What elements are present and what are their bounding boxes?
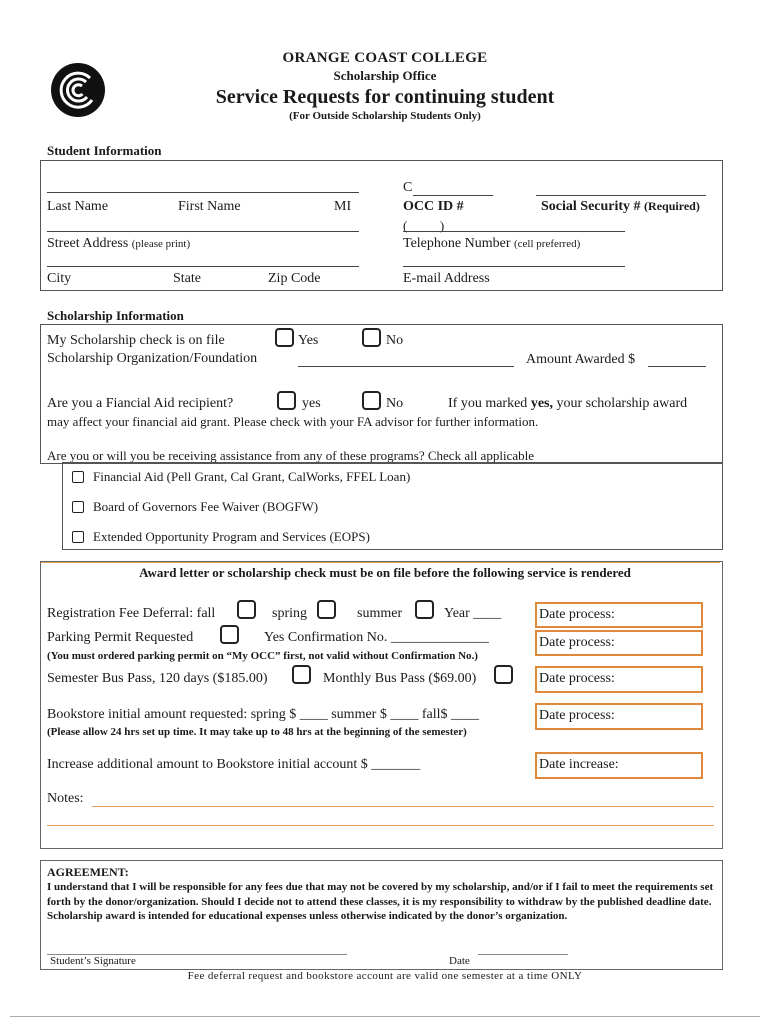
reg-fee-label: Registration Fee Deferral: fall (47, 606, 216, 621)
fa-yes-label: yes (302, 396, 321, 411)
reg-fee-spring-checkbox[interactable] (317, 600, 336, 619)
fa-question: Are you a Fiancial Aid recipient? (47, 396, 234, 411)
reg-fee-fall-checkbox[interactable] (237, 600, 256, 619)
services-top-accent (41, 562, 720, 563)
parking-checkbox[interactable] (220, 625, 239, 644)
ssn-label-text: Social Security # (541, 199, 641, 214)
date-label: Date (449, 955, 470, 967)
reg-fee-date-process[interactable]: Date process: (535, 602, 703, 628)
street-label-text: Street Address (47, 236, 129, 251)
programs-question: Are you or will you be receiving assistance from any of these programs? Check all applicable (47, 448, 534, 463)
fa-note-line2: may affect your financial aid grant. Please check with your FA advisor for further information. (47, 414, 539, 429)
page-title: Service Requests for continuing student (215, 86, 555, 108)
fa-no-checkbox[interactable] (362, 391, 381, 410)
program-bogfw-label: Board of Governors Fee Waiver (BOGFW) (93, 499, 319, 514)
agreement-text: I understand that I will be responsible for any fees due that may not be covered by my scholarship, and/or if I fail to meet the requirements set forth by the donor/organization. Should I decide not to attend these classes, it is my responsibility to withdraw by the published deadline date. Scholarship award is intended for educational expenses unless otherwise indicated by the donor’s organization. (47, 881, 714, 922)
fa-note-post: your scholarship award (556, 396, 688, 411)
occ-id-input-line[interactable] (413, 195, 493, 196)
bus-date-process[interactable]: Date process: (535, 666, 703, 693)
date-line[interactable] (478, 954, 568, 955)
fa-note-pre: If you marked (448, 396, 528, 411)
agreement-title: AGREEMENT: (47, 865, 129, 879)
bus-monthly-label: Monthly Bus Pass ($69.00) (323, 671, 477, 686)
phone-input-line[interactable] (403, 231, 625, 232)
page-subtitle: (For Outside Scholarship Students Only) (289, 110, 481, 122)
program-financial-aid-label: Financial Aid (Pell Grant, Cal Grant, CalWorks, FFEL Loan) (93, 469, 411, 484)
occ-id-label: OCC ID # (403, 199, 464, 214)
increase-label: Increase additional amount to Bookstore initial account $ _______ (47, 757, 421, 772)
check-on-file-yes-checkbox[interactable] (275, 328, 294, 347)
check-on-file-label: My Scholarship check is on file (47, 333, 225, 348)
phone-label-text: Telephone Number (403, 236, 511, 251)
services-heading: Award letter or scholarship check must be on file before the following service is rendered (139, 565, 631, 580)
last-name-label: Last Name (47, 199, 109, 214)
parking-note: (You must ordered parking permit on “My OCC” first, not valid without Confirmation No.) (47, 650, 478, 662)
fa-note-line1 (448, 396, 687, 412)
name-input-line[interactable] (47, 192, 359, 193)
notes-line-1[interactable] (92, 806, 714, 807)
reg-fee-year-label: Year ____ (444, 606, 502, 621)
office-name: Scholarship Office (333, 68, 437, 83)
check-on-file-no-checkbox[interactable] (362, 328, 381, 347)
signature-label: Student’s Signature (50, 955, 136, 967)
bookstore-label: Bookstore initial amount requested: spring $ ____ summer $ ____ fall$ ____ (47, 707, 479, 722)
notes-label: Notes: (47, 791, 84, 806)
street-label (47, 236, 190, 252)
email-label: E-mail Address (403, 271, 490, 286)
program-eops-label: Extended Opportunity Program and Services (EOPS) (93, 529, 370, 544)
page-bottom-rule (10, 1016, 760, 1017)
phone-label (403, 236, 580, 252)
ssn-input-line[interactable] (536, 195, 706, 196)
fa-no-label: No (386, 396, 404, 411)
program-financial-aid-checkbox[interactable] (72, 471, 84, 483)
parking-label: Parking Permit Requested (47, 630, 194, 645)
ssn-label (541, 199, 700, 215)
reg-fee-spring-label: spring (272, 606, 307, 621)
mi-label: MI (334, 199, 352, 214)
ssn-required: (Required) (644, 199, 700, 213)
amount-awarded-label: Amount Awarded $ (526, 352, 636, 367)
bus-monthly-checkbox[interactable] (494, 665, 513, 684)
parking-yes-label: Yes Confirmation No. ______________ (264, 630, 489, 645)
email-input-line[interactable] (403, 266, 625, 267)
phone-note: (cell preferred) (513, 238, 581, 250)
notes-line-2[interactable] (47, 825, 714, 826)
amount-awarded-input-line[interactable] (648, 366, 706, 367)
check-on-file-no-label: No (386, 333, 404, 348)
student-section-title: Student Information (47, 143, 162, 158)
check-on-file-yes-label: Yes (298, 333, 319, 348)
bus-semester-checkbox[interactable] (292, 665, 311, 684)
bookstore-note: (Please allow 24 hrs set up time. It may take up to 48 hrs at the beginning of the semester) (47, 726, 467, 738)
street-input-line[interactable] (47, 231, 359, 232)
city-label: City (47, 271, 72, 286)
c-prefix: C (403, 180, 413, 195)
bookstore-date-process[interactable]: Date process: (535, 703, 703, 730)
program-bogfw-checkbox[interactable] (72, 501, 84, 513)
fa-note-bold: yes, (530, 396, 553, 411)
parking-date-process[interactable]: Date process: (535, 630, 703, 656)
reg-fee-summer-label: summer (357, 606, 403, 621)
first-name-label: First Name (178, 199, 241, 214)
reg-fee-summer-checkbox[interactable] (415, 600, 434, 619)
fa-yes-checkbox[interactable] (277, 391, 296, 410)
zip-label: Zip Code (268, 271, 321, 286)
program-eops-checkbox[interactable] (72, 531, 84, 543)
organization-input-line[interactable] (298, 366, 514, 367)
state-label: State (173, 271, 201, 286)
street-note: (please print) (131, 238, 191, 250)
footer-note: Fee deferral request and bookstore account are valid one semester at a time ONLY (187, 970, 583, 982)
city-input-line[interactable] (47, 266, 359, 267)
phone-paren: ( ) (403, 218, 445, 233)
increase-date-box[interactable]: Date increase: (535, 752, 703, 779)
college-name: ORANGE COAST COLLEGE (282, 50, 488, 66)
student-info-box (40, 160, 723, 291)
organization-label: Scholarship Organization/Foundation (47, 351, 258, 366)
scholarship-section-title: Scholarship Information (47, 308, 184, 323)
bus-semester-label: Semester Bus Pass, 120 days ($185.00) (47, 671, 268, 686)
